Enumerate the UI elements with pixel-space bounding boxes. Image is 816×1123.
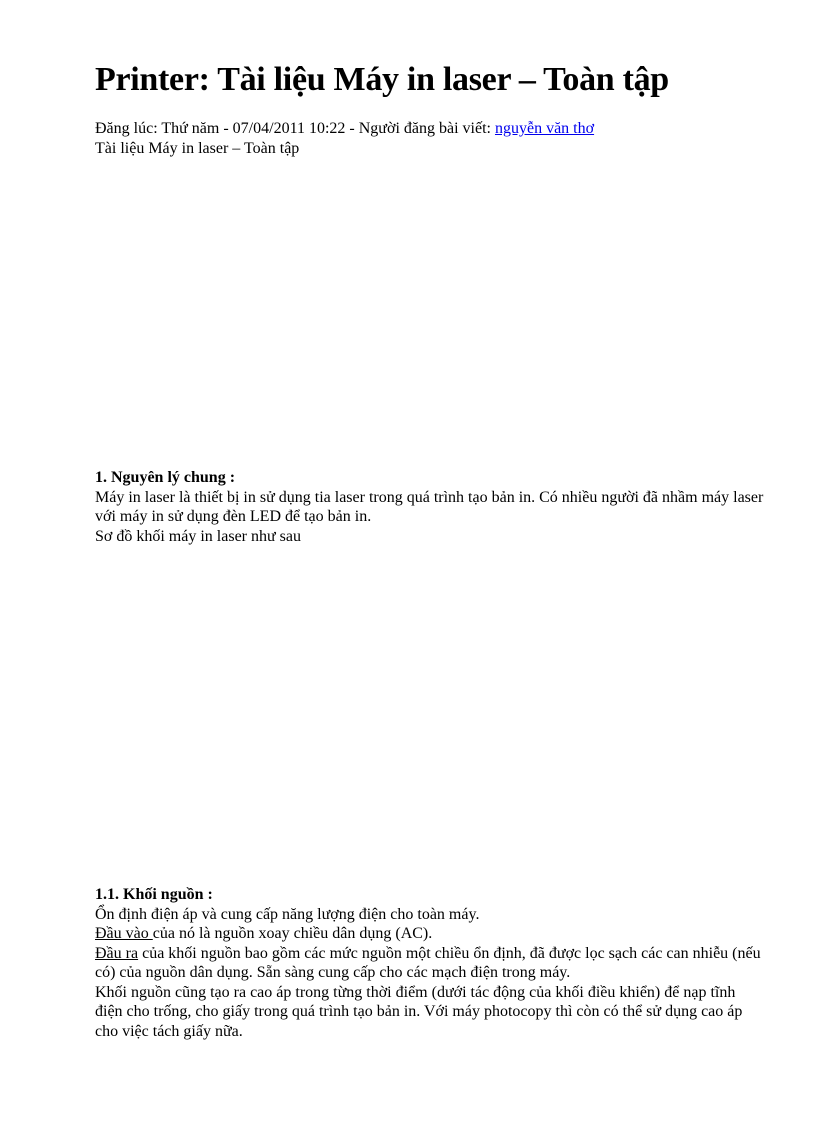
- section-paragraph: Sơ đồ khối máy in laser như sau: [95, 527, 301, 545]
- section-paragraph: Khối nguồn cũng tạo ra cao áp trong từng thời điểm (dưới tác động của khối điều khiển) để nạp tĩnh điện cho trống, cho giấy trong quá trình tạo bản in. Với máy photocopy thì còn có thể sử dụng cao áp cho việc tách giấy nữa.: [95, 983, 743, 1040]
- underlined-term: Đầu vào: [95, 925, 153, 942]
- paragraph-text: của khối nguồn bao gồm các mức nguồn một chiều ổn định, đã được lọc sạch các can nhiễu (nếu có) của nguồn dân dụng. Sẵn sàng cung cấp cho các mạch điện trong máy.: [95, 944, 761, 981]
- author-separator: - Người đăng bài viết:: [345, 120, 495, 137]
- section-paragraph: Ổn định điện áp và cung cấp năng lượng điện cho toàn máy.: [95, 905, 480, 923]
- article-subtitle: Tài liệu Máy in laser – Toàn tập: [95, 140, 300, 157]
- article-image-blank: [95, 162, 755, 462]
- section-paragraph: [95, 944, 765, 983]
- post-meta: [95, 119, 594, 139]
- paragraph-text: của nó là nguồn xoay chiều dân dụng (AC).: [152, 925, 433, 942]
- section-khoi-nguon: [95, 885, 765, 1041]
- section-heading: 1.1. Khối nguồn :: [95, 886, 213, 903]
- underlined-term: Đầu ra: [95, 944, 139, 962]
- section-paragraph: [95, 924, 765, 944]
- posted-date: Thứ năm - 07/04/2011 10:22: [161, 120, 346, 137]
- posted-label: Đăng lúc:: [95, 120, 162, 137]
- author-link[interactable]: nguyễn văn thơ: [494, 120, 595, 137]
- block-diagram-image-blank: [95, 552, 755, 877]
- section-paragraph: Máy in laser là thiết bị in sử dụng tia laser trong quá trình tạo bản in. Có nhiều người đã nhầm máy laser với máy in sử dụng đèn LED để tạo bản in.: [95, 488, 764, 525]
- section-nguyen-ly-chung: [95, 468, 765, 546]
- page-title: Printer: Tài liệu Máy in laser – Toàn tập: [95, 61, 669, 98]
- section-heading: 1. Nguyên lý chung :: [95, 469, 236, 486]
